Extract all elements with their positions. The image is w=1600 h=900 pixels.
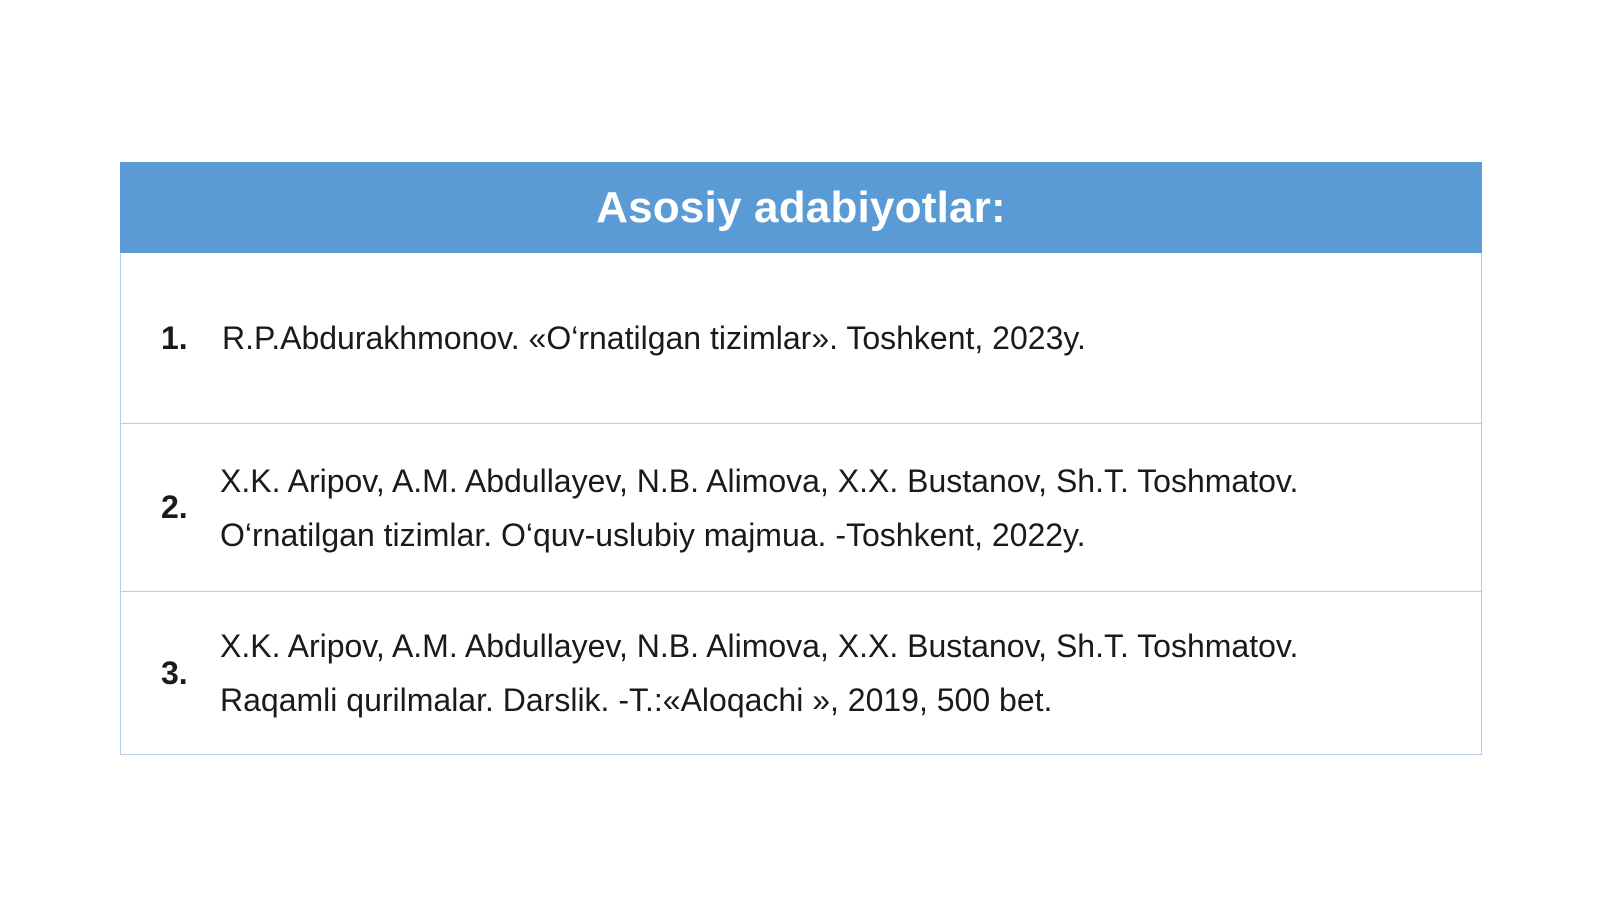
reference-number: 3. <box>161 654 188 691</box>
reference-row-2 <box>121 424 1481 592</box>
reference-line: O‘rnatilgan tizimlar. O‘quv-uslubiy majmua. -Toshkent, 2022y. <box>220 516 1086 553</box>
reference-number: 2. <box>161 489 188 525</box>
reference-line: Raqamli qurilmalar. Darslik. -T.:«Aloqachi », 2019, 500 bet. <box>220 682 1053 718</box>
reference-line: X.K. Aripov, A.M. Abdullayev, N.B. Alimova, X.X. Bustanov, Sh.T. Toshmatov. <box>220 462 1299 499</box>
reference-text <box>222 311 1481 365</box>
reference-line: X.K. Aripov, A.M. Abdullayev, N.B. Alimova, X.X. Bustanov, Sh.T. Toshmatov. <box>220 628 1299 664</box>
references-table <box>120 162 1482 755</box>
table-header <box>120 162 1482 253</box>
reference-line: R.P.Abdurakhmonov. «O‘rnatilgan tizimlar». Toshkent, 2023y. <box>222 320 1086 356</box>
reference-row-3 <box>121 592 1481 754</box>
page-title: Asosiy adabiyotlar: <box>596 182 1006 232</box>
reference-row-1 <box>121 253 1481 424</box>
reference-text <box>220 619 1481 727</box>
reference-number: 1. <box>161 319 188 356</box>
reference-text <box>220 454 1481 562</box>
